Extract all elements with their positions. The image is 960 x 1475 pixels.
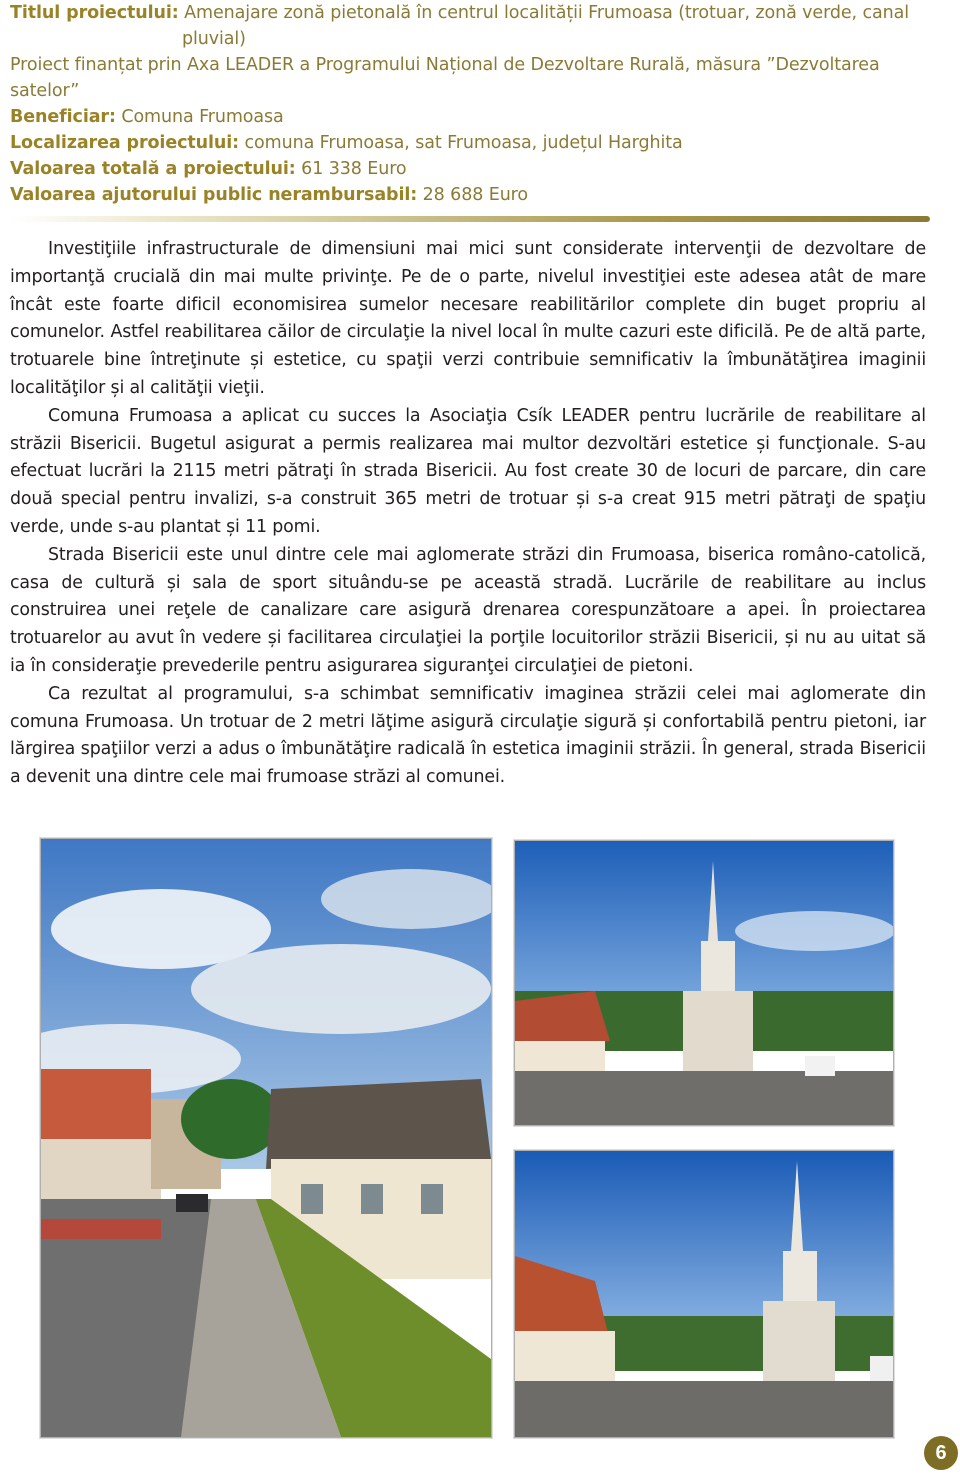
beneficiary-value: Comuna Frumoasa bbox=[121, 107, 284, 127]
grant-value-line bbox=[10, 182, 940, 208]
paragraph-3: Strada Bisericii este unul dintre cele mai aglomerate străzi din Frumoasa, biserica româno-catolică, casa de cultură și sala de sport situându-se pe această stradă. Lucrările de reabilitare au inclus construirea unei reţele de canalizare care asigură drenarea corespunzătoare a apei. În proiectarea trotuarelor au avut în vedere și facilitarea circulaţiei la porţile locuitorilor străzii Bisericii, și nu au uitat să ia în consideraţie prevederile pentru asigurarea siguranţei circulaţiei de pietoni. bbox=[10, 544, 926, 676]
project-title-label: Titlul proiectului: bbox=[10, 3, 179, 23]
grant-value: 28 688 Euro bbox=[422, 185, 529, 205]
location-line bbox=[10, 130, 940, 156]
project-title-line bbox=[10, 0, 940, 52]
funding-text-cont: satelor” bbox=[10, 81, 80, 101]
grant-value-label: Valoarea ajutorului public nerambursabil: bbox=[10, 185, 418, 205]
beneficiary-label: Beneficiar: bbox=[10, 107, 116, 127]
article-body bbox=[10, 236, 926, 792]
location-value: comuna Frumoasa, sat Frumoasa, județul Harghita bbox=[244, 133, 683, 153]
project-title-value-cont: pluvial) bbox=[182, 29, 246, 49]
total-value-label: Valoarea totală a proiectului: bbox=[10, 159, 296, 179]
funding-text: Proiect finanțat prin Axa LEADER a Programului Național de Dezvoltare Rurală, măsura ”Dezvoltarea bbox=[10, 55, 880, 75]
total-value-line bbox=[10, 156, 940, 182]
project-title-value: Amenajare zonă pietonală în centrul localității Frumoasa (trotuar, zonă verde, canal bbox=[184, 3, 909, 23]
church-street-photo-1 bbox=[514, 840, 894, 1126]
beneficiary-line bbox=[10, 104, 940, 130]
paragraph-1: Investiţiile infrastructurale de dimensiuni mai mici sunt considerate intervenţii de dezvoltare de importanţă crucială din mai multe privinţe. Pe de o parte, nivelul investiţiei este adesea atât de mare încât este foarte dificil economisirea sumelor necesare reabilitărilor complete din buget propriu al comunelor. Astfel reabilitarea căilor de circulaţie la nivel local în multe cazuri este dificilă. Pe de altă parte, trotuarele bine întreţinute și estetice, cu spaţii verzi contribuie semnificativ la îmbunătăţirea imaginii localităţilor și al calităţii vieţii. bbox=[10, 239, 926, 398]
funding-line bbox=[10, 52, 940, 104]
church-street-photo-2 bbox=[514, 1150, 894, 1438]
street-sidewalk-photo bbox=[40, 838, 492, 1438]
paragraph-2: Comuna Frumoasa a aplicat cu succes la Asociaţia Csík LEADER pentru lucrările de reabilitare al străzii Bisericii. Bugetul asigurat a permis realizarea mai multor dezvoltări estetice și funcţionale. S-au efectuat lucrări la 2115 metri pătraţi în strada Bisericii. Au fost create 30 de locuri de parcare, din care două special pentru invalizi, s-a construit 365 metri de trotuar și s-a creat 915 metri pătraţi de spaţiu verde, unde s-au plantat și 11 pomi. bbox=[10, 405, 926, 537]
location-label: Localizarea proiectului: bbox=[10, 133, 240, 153]
page-number-badge: 6 bbox=[924, 1436, 958, 1470]
total-value: 61 338 Euro bbox=[301, 159, 407, 179]
project-info-header bbox=[10, 0, 940, 208]
header-divider bbox=[10, 216, 930, 222]
paragraph-4: Ca rezultat al programului, s-a schimbat semnificativ imaginea străzii celei mai aglomerate din comuna Frumoasa. Un trotuar de 2 metri lăţime asigură circulaţie sigură și confortabilă pentru pietoni, iar lărgirea spaţiilor verzi a adus o îmbunătăţire radicală în estetica imaginii străzii. În general, strada Bisericii a devenit una dintre cele mai frumoase străzi al comunei. bbox=[10, 683, 926, 788]
